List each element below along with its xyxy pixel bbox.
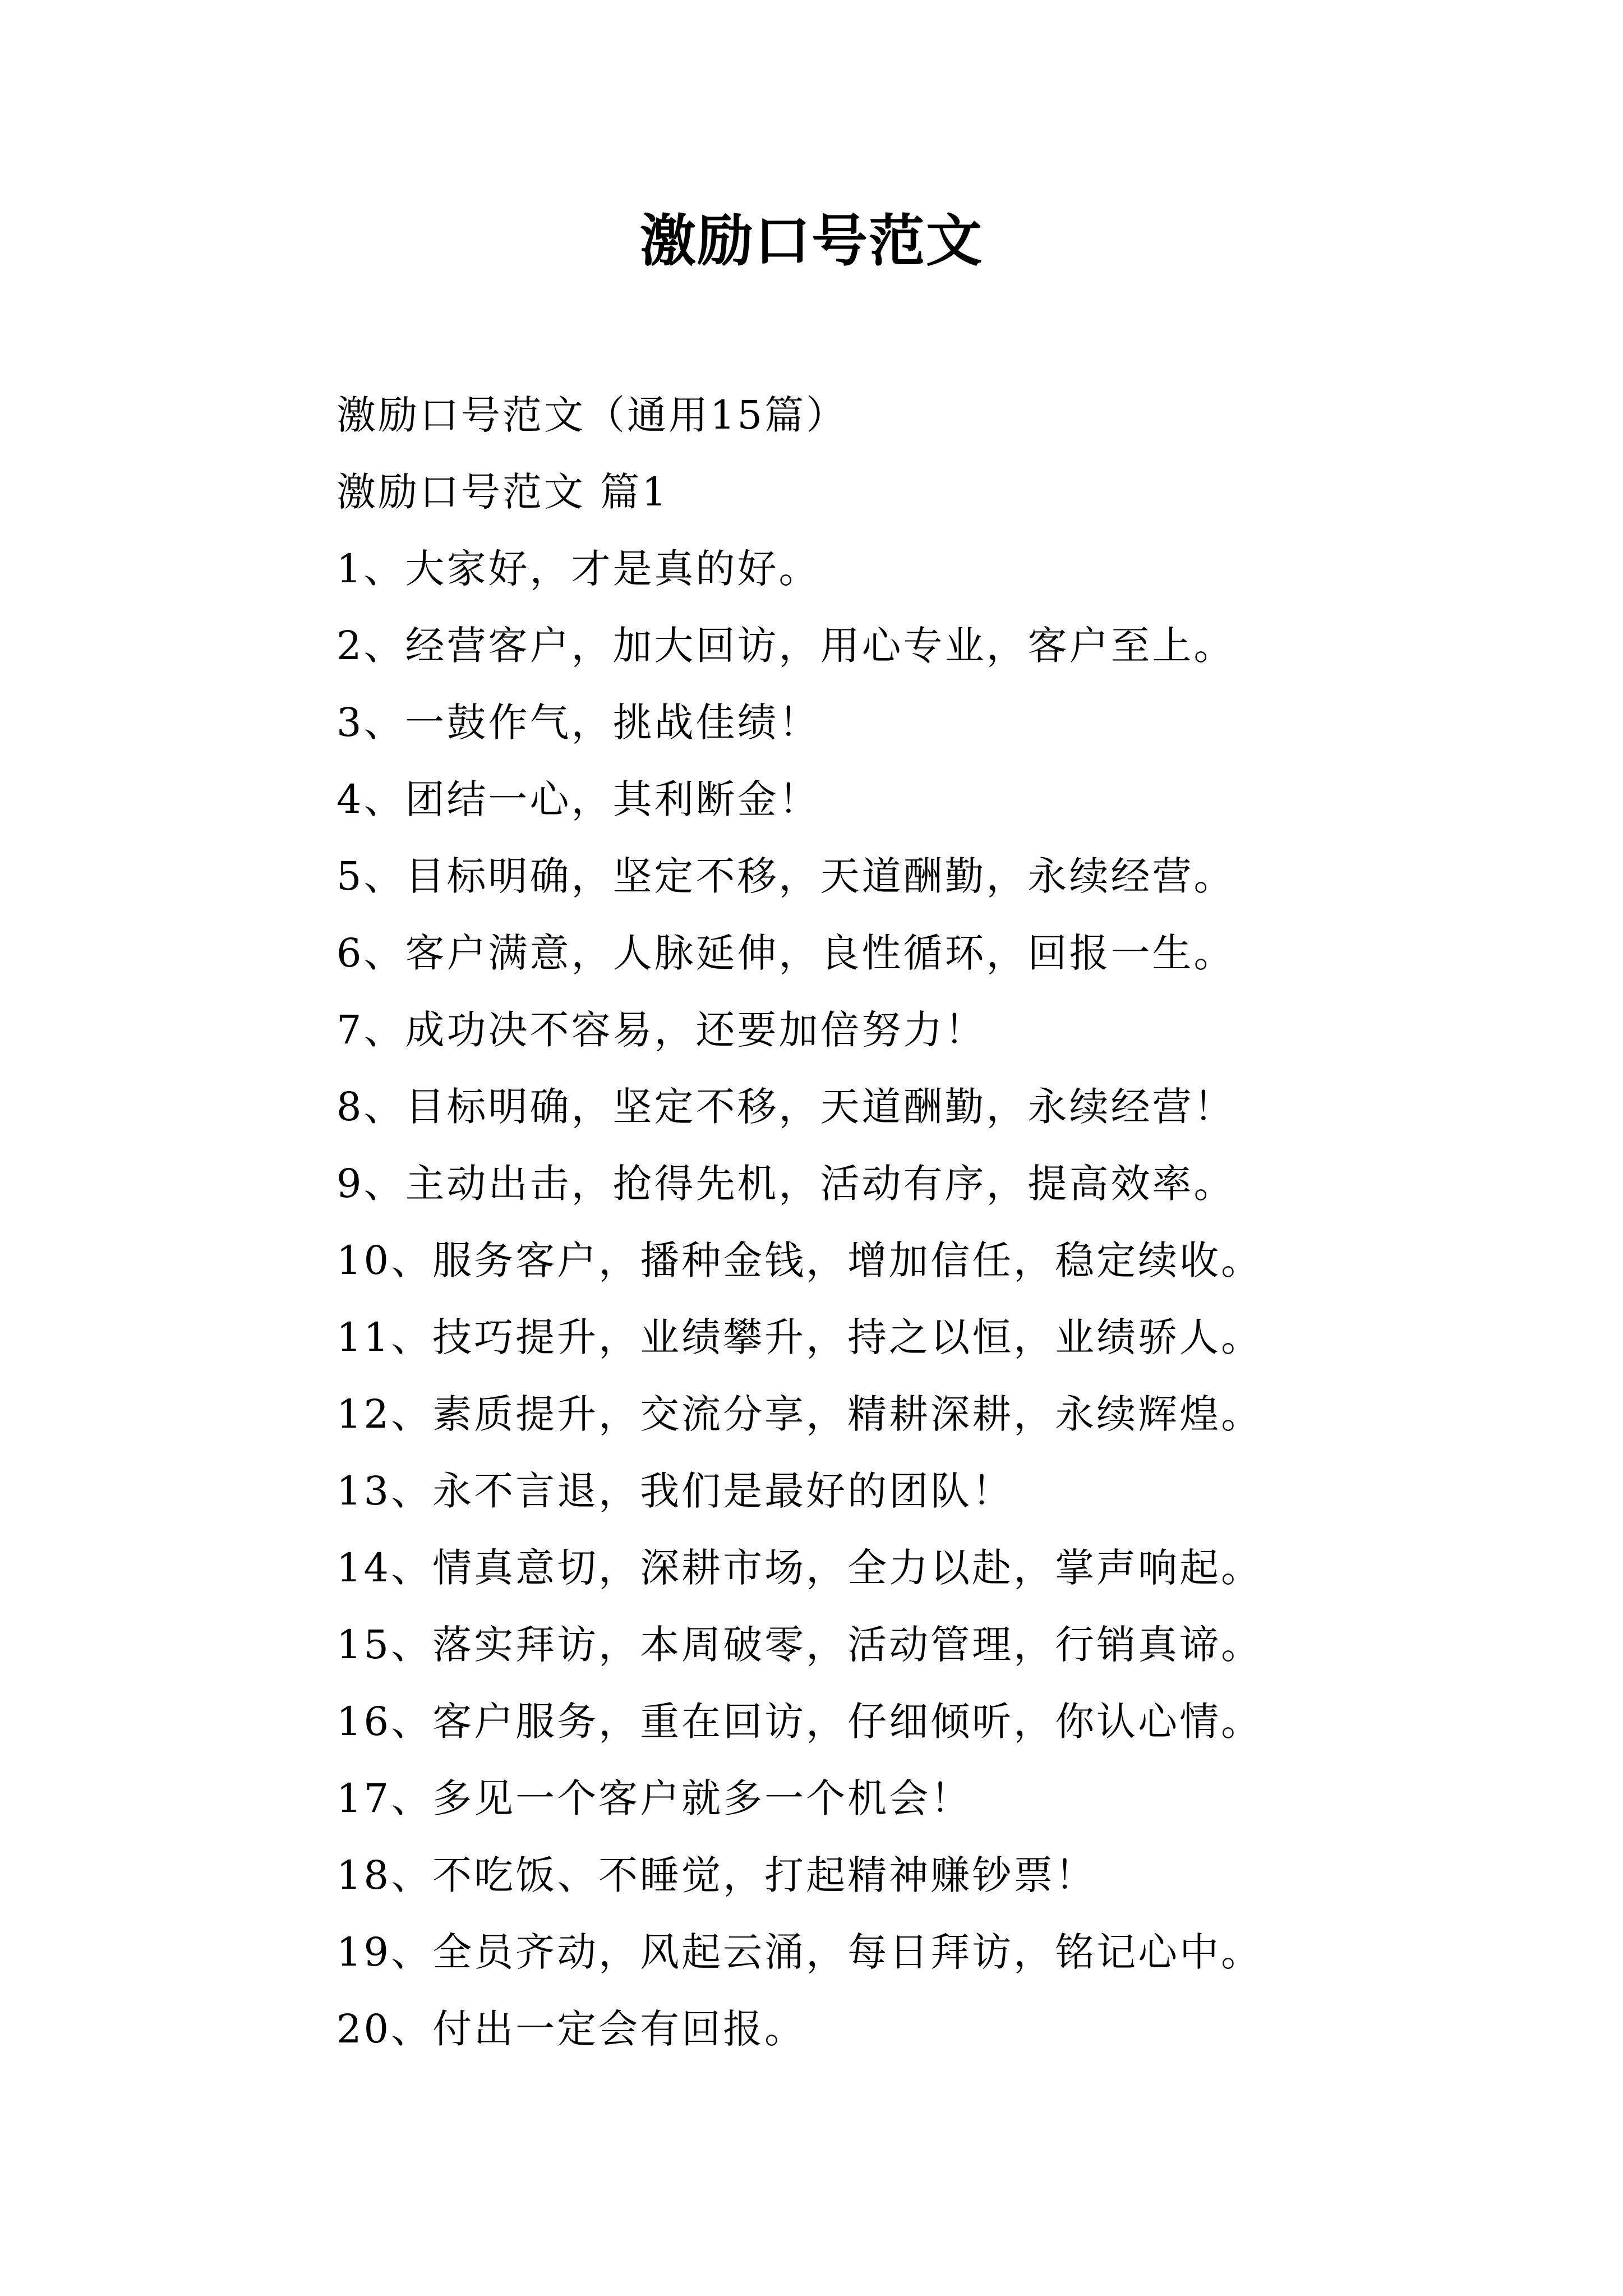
slogan-item-12: 12、素质提升，交流分享，精耕深耕，永续辉煌。 [336, 1391, 1263, 1437]
slogan-item-11: 11、技巧提升，业绩攀升，持之以恒，业绩骄人。 [336, 1314, 1263, 1360]
slogan-item-7: 7、成功决不容易，还要加倍努力！ [336, 1007, 986, 1053]
section-heading: 激励口号范文 篇1 [336, 469, 669, 515]
slogan-item-19: 19、全员齐动，风起云涌，每日拜访，铭记心中。 [336, 1929, 1263, 1975]
slogan-item-20: 20、付出一定会有回报。 [336, 2006, 806, 2052]
slogan-item-3: 3、一鼓作气，挑战佳绩！ [336, 700, 820, 746]
slogan-item-17: 17、多见一个客户就多一个机会！ [336, 1775, 972, 1821]
slogan-item-13: 13、永不言退，我们是最好的团队！ [336, 1468, 1014, 1514]
slogan-item-5: 5、目标明确，坚定不移，天道酬勤，永续经营。 [336, 853, 1235, 899]
document-subtitle: 激励口号范文（通用15篇） [336, 392, 848, 438]
slogan-item-9: 9、主动出击，抢得先机，活动有序，提高效率。 [336, 1161, 1235, 1207]
slogan-item-6: 6、客户满意，人脉延伸，良性循环，回报一生。 [336, 930, 1235, 976]
slogan-item-4: 4、团结一心，其利断金！ [336, 776, 820, 822]
slogan-item-15: 15、落实拜访，本周破零，活动管理，行销真谛。 [336, 1622, 1263, 1668]
slogan-item-1: 1、大家好，才是真的好。 [336, 546, 820, 592]
slogan-item-8: 8、目标明确，坚定不移，天道酬勤，永续经营！ [336, 1084, 1235, 1130]
document-body [336, 377, 1458, 2068]
slogan-item-16: 16、客户服务，重在回访，仔细倾听，你认心情。 [336, 1699, 1263, 1745]
slogan-item-18: 18、不吃饭、不睡觉，打起精神赚钞票！ [336, 1852, 1097, 1898]
slogan-item-14: 14、情真意切，深耕市场，全力以赴，掌声响起。 [336, 1545, 1263, 1591]
document-title: 激励口号范文 [640, 208, 983, 274]
slogan-item-2: 2、经营客户，加大回访，用心专业，客户至上。 [336, 623, 1235, 669]
slogan-item-10: 10、服务客户，播种金钱，增加信任，稳定续收。 [336, 1237, 1263, 1283]
